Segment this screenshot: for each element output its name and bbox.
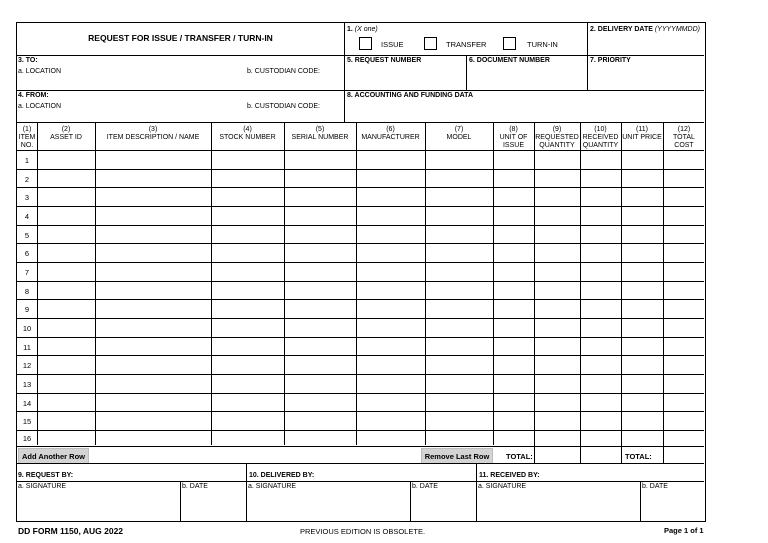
row-line — [17, 150, 704, 151]
page-number: Page 1 of 1 — [664, 526, 704, 535]
to-custodian-label: b. CUSTODIAN CODE: — [247, 68, 320, 75]
remove-last-row-button[interactable]: Remove Last Row — [421, 448, 493, 464]
column-divider — [493, 122, 494, 445]
col-header-model: (7) MODEL — [446, 126, 472, 141]
divider — [476, 463, 477, 521]
item-number: 6 — [24, 249, 30, 258]
item-number: 1 — [24, 156, 30, 165]
form-title: REQUEST FOR ISSUE / TRANSFER / TURN-IN — [88, 33, 273, 43]
delivered-by-date-field[interactable] — [412, 492, 474, 520]
col-header-serial-number: (5) SERIAL NUMBER — [291, 126, 349, 141]
item-number: 4 — [24, 212, 30, 221]
document-number-label: 6. DOCUMENT NUMBER — [469, 57, 550, 64]
delivery-date-field[interactable] — [589, 35, 703, 54]
to-label: 3. TO: — [18, 57, 38, 64]
priority-field[interactable] — [589, 66, 703, 89]
transfer-option-label: TRANSFER — [446, 40, 487, 49]
divider — [410, 481, 411, 521]
col-header-total-cost: (12) TOTAL COST — [673, 126, 695, 149]
divider — [17, 122, 704, 123]
item-number: 14 — [22, 399, 32, 408]
item-number: 12 — [22, 361, 32, 370]
col-header-manufacturer: (6) MANUFACTURER — [361, 126, 420, 141]
divider — [587, 23, 588, 90]
delivered-by-date-label: b. DATE — [412, 483, 438, 490]
received-by-signature-field[interactable] — [478, 492, 638, 520]
form-frame — [16, 22, 706, 522]
row-line — [17, 281, 704, 282]
item-number: 11 — [23, 343, 31, 352]
col-header-requested-quantity: (9) REQUESTED QUANTITY — [535, 126, 579, 149]
issue-option-label: ISSUE — [381, 40, 404, 49]
received-by-date-label: b. DATE — [642, 483, 668, 490]
row-line — [17, 187, 704, 188]
item-number: 15 — [22, 417, 32, 426]
form-identifier: DD FORM 1150, AUG 2022 — [18, 526, 124, 536]
total-label: TOTAL: — [506, 452, 533, 461]
delivery-date-label: 2. DELIVERY DATE (YYYYMMDD) — [590, 26, 700, 33]
requested-total-field[interactable] — [535, 447, 579, 462]
column-divider — [37, 122, 38, 445]
col-header-received-quantity: (10) RECEIVED QUANTITY — [582, 126, 619, 149]
row-line — [17, 446, 704, 447]
row-line — [17, 262, 704, 263]
col-header-unit-price: (11) UNIT PRICE — [622, 126, 662, 141]
to-location-label: a. LOCATION — [18, 68, 62, 75]
issue-checkbox[interactable] — [359, 37, 372, 50]
received-by-date-field[interactable] — [642, 492, 703, 520]
from-location-field[interactable] — [18, 111, 342, 121]
request-by-date-field[interactable] — [182, 492, 244, 520]
item-number: 9 — [24, 305, 30, 314]
row-line — [17, 393, 704, 394]
row-line — [17, 169, 704, 170]
delivered-by-signature-label: a. SIGNATURE — [248, 483, 297, 490]
col-header-unit-of-issue: (8) UNIT OF ISSUE — [499, 126, 528, 149]
divider — [180, 481, 181, 521]
item-number: 16 — [22, 434, 32, 443]
divider — [17, 463, 704, 464]
received-by-label: 11. RECEIVED BY: — [479, 472, 540, 479]
column-divider — [356, 122, 357, 445]
column-divider — [211, 122, 212, 445]
turn-in-option-label: TURN-IN — [527, 40, 558, 49]
col-header-asset-id: (2) ASSET ID — [50, 126, 82, 141]
row-line — [17, 355, 704, 356]
divider — [17, 90, 704, 91]
row-line — [17, 243, 704, 244]
from-custodian-label: b. CUSTODIAN CODE: — [247, 103, 320, 110]
divider — [17, 55, 704, 56]
turn-in-checkbox[interactable] — [503, 37, 516, 50]
row-line — [17, 337, 704, 338]
request-by-label: 9. REQUEST BY: — [18, 472, 74, 479]
accounting-label: 8. ACCOUNTING AND FUNDING DATA — [347, 92, 473, 99]
accounting-field[interactable] — [346, 101, 703, 121]
divider — [466, 55, 467, 90]
obsolete-notice: PREVIOUS EDITION IS OBSOLETE. — [300, 527, 426, 536]
priority-label: 7. PRIORITY — [590, 57, 631, 64]
item-number: 10 — [22, 324, 32, 333]
col-header-item-no: (1) ITEM NO. — [18, 126, 36, 149]
block1-label: 1. (X one) — [347, 26, 378, 33]
transfer-checkbox[interactable] — [424, 37, 437, 50]
row-line — [17, 299, 704, 300]
delivered-by-label: 10. DELIVERED BY: — [249, 472, 315, 479]
total-label: TOTAL: — [625, 452, 652, 461]
divider — [246, 463, 247, 521]
row-line — [17, 206, 704, 207]
request-by-date-label: b. DATE — [182, 483, 208, 490]
item-number: 7 — [24, 268, 30, 277]
item-number: 3 — [24, 193, 30, 202]
received-by-signature-label: a. SIGNATURE — [478, 483, 527, 490]
from-label: 4. FROM: — [18, 92, 49, 99]
divider — [640, 481, 641, 521]
col-header-item-description: (3) ITEM DESCRIPTION / NAME — [106, 126, 200, 141]
request-by-signature-label: a. SIGNATURE — [18, 483, 67, 490]
document-number-field[interactable] — [468, 66, 586, 89]
row-line — [17, 225, 704, 226]
to-location-field[interactable] — [18, 77, 342, 89]
item-number: 13 — [22, 380, 32, 389]
item-number: 5 — [24, 231, 30, 240]
column-divider — [284, 122, 285, 445]
from-location-label: a. LOCATION — [18, 103, 62, 110]
column-divider — [425, 122, 426, 445]
row-line — [17, 318, 704, 319]
total-cost-field[interactable] — [664, 447, 704, 462]
item-number: 2 — [24, 175, 30, 184]
row-line — [17, 411, 704, 412]
row-line — [17, 430, 704, 431]
request-number-label: 5. REQUEST NUMBER — [347, 57, 422, 64]
divider — [17, 481, 704, 482]
divider — [344, 23, 345, 122]
item-number: 8 — [24, 287, 30, 296]
delivered-by-signature-field[interactable] — [248, 492, 408, 520]
add-another-row-button[interactable]: Add Another Row — [18, 448, 89, 464]
row-line — [17, 374, 704, 375]
request-number-field[interactable] — [346, 66, 465, 89]
col-header-stock-number: (4) STOCK NUMBER — [219, 126, 276, 141]
request-by-signature-field[interactable] — [18, 492, 178, 520]
column-divider — [95, 122, 96, 445]
